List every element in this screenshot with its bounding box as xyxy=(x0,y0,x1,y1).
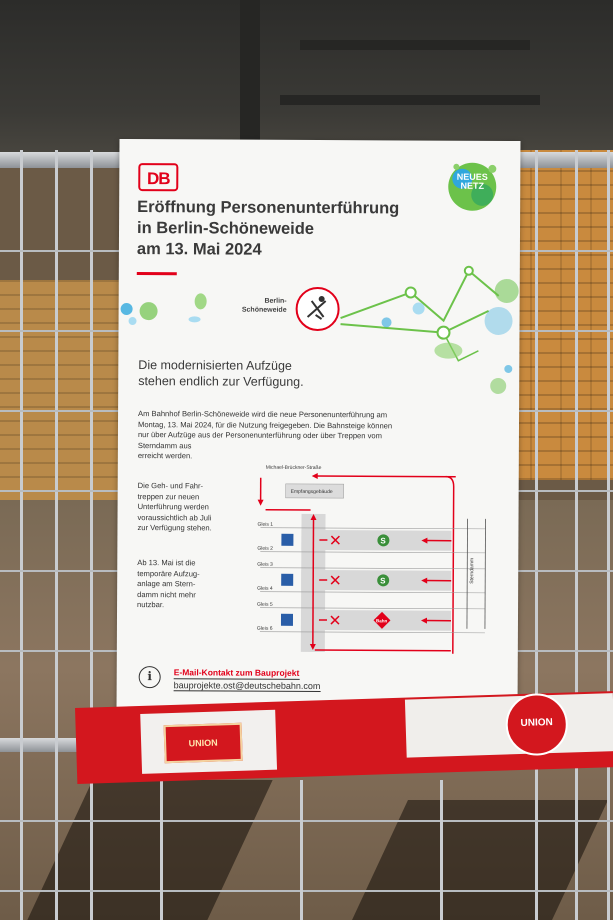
intro-paragraph: Am Bahnhof Berlin-Schöneweide wird die neue Personenunterführung am Montag, 13. Mai 2024, für die Nutzung freigegeben. Die Bahnsteige können nur über Aufzüge aus der Personenunterführung oder über Treppen vom Sterndamm aus erreicht werden. xyxy=(137,409,393,461)
info-icon: i xyxy=(139,666,161,688)
ceiling-beam xyxy=(240,0,260,160)
svg-text:Gleis 4: Gleis 4 xyxy=(257,585,273,592)
construction-notice-poster xyxy=(117,139,521,713)
svg-text:Gleis 3: Gleis 3 xyxy=(257,561,273,568)
fence-bar xyxy=(20,150,23,920)
svg-text:Bahn: Bahn xyxy=(375,618,388,624)
escalator-paragraph: Die Geh- und Fahr- treppen zur neuen Unterführung werden voraussichtlich ab Juli zur Verfügung stehen. xyxy=(137,481,212,533)
neues-netz-logo: NEUES NETZ xyxy=(444,159,500,219)
fence-bar xyxy=(440,780,443,920)
bridge-ceiling xyxy=(0,0,613,160)
svg-text:S: S xyxy=(380,536,386,546)
construction-worker-icon xyxy=(295,287,339,331)
svg-text:S: S xyxy=(380,576,386,586)
station-map-diagram xyxy=(255,458,506,659)
union-club-seal: UNION xyxy=(505,693,569,757)
page-title: Eröffnung Personenunterführung in Berlin-Schöneweide am 13. Mai 2024 xyxy=(136,198,400,259)
svg-text:Gleis 6: Gleis 6 xyxy=(256,625,273,632)
fence-wire xyxy=(0,890,613,892)
fence-bar xyxy=(55,150,58,920)
ceiling-beam xyxy=(280,95,540,105)
fence-wire xyxy=(0,820,613,822)
temporary-elevator-paragraph: Ab 13. Mai ist die temporäre Aufzug- anlage am Stern- damm nicht mehr nutzbar. xyxy=(137,558,200,610)
ceiling-beam xyxy=(300,40,530,50)
fence-bar xyxy=(575,150,578,920)
fence-bar xyxy=(535,150,538,920)
contact-email-link[interactable]: bauprojekte.ost@deutschebahn.com xyxy=(173,680,321,692)
union-sticker: UNION xyxy=(164,723,243,763)
fence-bar xyxy=(300,780,303,920)
station-label: Berlin- Schöneweide xyxy=(241,297,287,314)
fence-bar xyxy=(607,150,610,920)
contact-heading: E-Mail-Kontakt zum Bauprojekt xyxy=(173,667,300,678)
sterndamm-label: Sterndamm xyxy=(469,557,476,584)
svg-text:Gleis 1: Gleis 1 xyxy=(257,521,274,528)
db-logo: DB xyxy=(138,163,178,191)
svg-text:Gleis 5: Gleis 5 xyxy=(257,601,273,608)
svg-text:Gleis 2: Gleis 2 xyxy=(257,545,273,552)
street-label: Michael-Brückner-Straße xyxy=(265,464,322,472)
fence-bar xyxy=(160,780,163,920)
building-label: Empfangsgebäude xyxy=(290,488,333,496)
subheading: Die modernisierten Aufzüge stehen endlich zur Verfügung. xyxy=(138,358,304,389)
fence-bar xyxy=(90,150,93,920)
